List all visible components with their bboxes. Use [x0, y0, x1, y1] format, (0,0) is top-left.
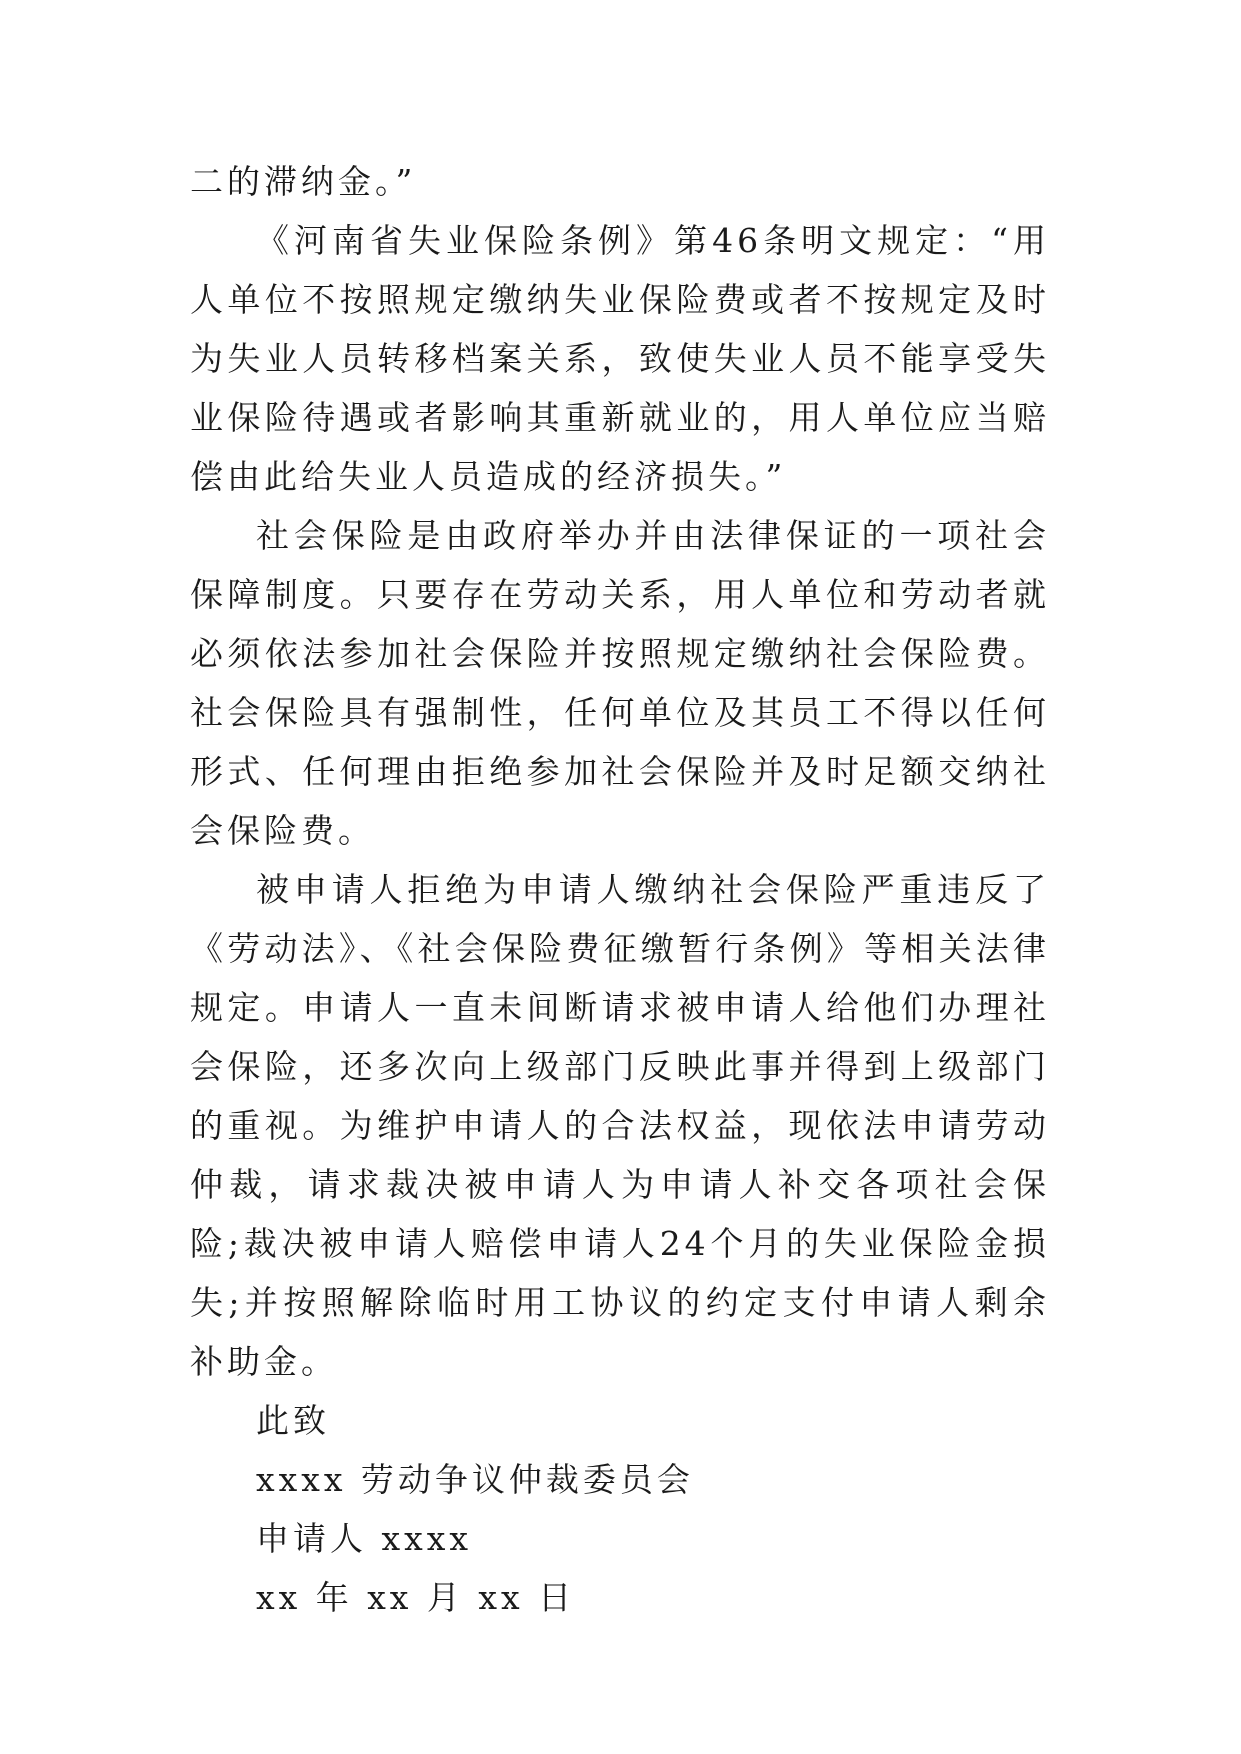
paragraph-henan-regulation: 《河南省失业保险条例》第46条明文规定：“用人单位不按照规定缴纳失业保险费或者不按规定及时为失业人员转移档案关系，致使失业人员不能享受失业保险待遇或者影响其重新就业的，用人单位应当赔偿由此给失业人员造成的经济损失。” — [190, 221, 1050, 496]
closing-date: xx 年 xx 月 xx 日 — [256, 1578, 576, 1617]
closing-recipient: xxxx 劳动争议仲裁委员会 — [256, 1460, 694, 1499]
paragraph-request: 被申请人拒绝为申请人缴纳社会保险严重违反了《劳动法》、《社会保险费征缴暂行条例》等相关法律规定。申请人一直未间断请求被申请人给他们办理社会保险，还多次向上级部门反映此事并得到上级部门的重视。为维护申请人的合法权益，现依法申请劳动仲裁，请求裁决被申请人为申请人补交各项社会保险;裁决被申请人赔偿申请人24个月的失业保险金损失;并按照解除临时用工协议的约定支付申请人剩余补助金。 — [190, 870, 1050, 1381]
document-body — [190, 152, 1050, 1627]
paragraph-continuation: 二的滞纳金。” — [190, 162, 417, 201]
paragraph-social-insurance: 社会保险是由政府举办并由法律保证的一项社会保障制度。只要存在劳动关系，用人单位和劳动者就必须依法参加社会保险并按照规定缴纳社会保险费。社会保险具有强制性，任何单位及其员工不得以任何形式、任何理由拒绝参加社会保险并及时足额交纳社会保险费。 — [190, 516, 1050, 850]
closing-applicant: 申请人 xxxx — [256, 1519, 472, 1558]
closing-salutation: 此致 — [256, 1401, 330, 1440]
